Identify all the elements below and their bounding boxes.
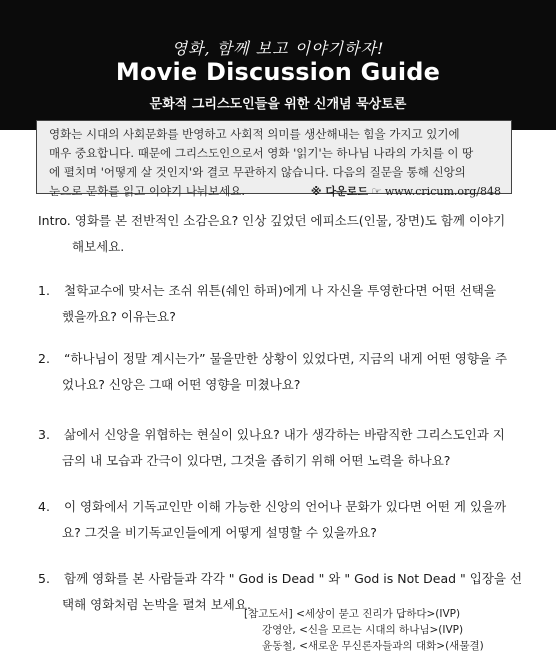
question-1 xyxy=(38,278,538,330)
question-3 xyxy=(38,422,538,474)
question-line: 요? 그것을 비기독교인들에게 어떻게 설명할 수 있을까요? xyxy=(62,525,377,540)
question-2 xyxy=(38,346,538,398)
question-number: 3. xyxy=(38,427,50,442)
page-subtitle: 문화적 그리스도인들을 위한 신개념 묵상토론 xyxy=(149,97,407,112)
question-line: 철학교수에 맞서는 조쉬 위튼(쉐인 하퍼)에게 나 자신을 투영한다면 어떤 선택을 xyxy=(64,283,496,298)
intro-line: 매우 중요합니다. 때문에 그리스도인으로서 영화 '읽기'는 하나님 나라의 가치를 이 땅 xyxy=(49,146,474,160)
download-link[interactable] xyxy=(311,182,501,201)
question-number: 1. xyxy=(38,283,50,298)
question-4 xyxy=(38,494,538,546)
question-line: 택해 영화처럼 논박을 펼쳐 보세요. xyxy=(62,597,251,612)
page-title: Movie Discussion Guide xyxy=(115,58,441,86)
intro-box xyxy=(36,120,512,198)
download-label: ※ 다운로드 xyxy=(310,185,368,198)
question-line: “하나님이 정말 계시는가” 물을만한 상황이 있었다면, 지금의 내게 어떤 영향을 주 xyxy=(64,351,508,366)
question-line: 삶에서 신앙을 위협하는 현실이 있나요? 내가 생각하는 바람직한 그리스도인과 지 xyxy=(64,427,505,442)
intro-line: 영화는 시대의 사회문화를 반영하고 사회적 의미를 생산해내는 힘을 가지고 있기에 xyxy=(49,127,460,141)
reference-list xyxy=(244,606,544,654)
question-number: 5. xyxy=(38,571,50,586)
question-number: 2. xyxy=(38,351,50,366)
intro-line: 에 펼치며 '어떻게 살 것인지'와 결코 무관하지 않습니다. 다음의 질문을 통해 신앙의 xyxy=(49,165,466,179)
pointing-hand-icon: ☞ xyxy=(371,185,382,198)
intro-line-text: 눈으로 문화를 읽고 이야기 나눠보세요. xyxy=(49,184,246,198)
question-line: 이 영화에서 기독교인만 이해 가능한 신앙의 언어나 문화가 있다면 어떤 게 있을까 xyxy=(64,499,507,514)
question-line: 었나요? 신앙은 그때 어떤 영향을 미쳤나요? xyxy=(62,377,301,392)
download-url[interactable]: www.cricum.org/848 xyxy=(384,185,501,198)
question-line: Intro. 영화를 본 전반적인 소감은요? 인상 깊었던 에피소드(인물, 장면)도 함께 이야기 xyxy=(38,213,506,228)
question-line: 해보세요. xyxy=(72,239,125,254)
question-number: 4. xyxy=(38,499,50,514)
header-tagline: 영화, 함께 보고 이야기하자! xyxy=(171,39,385,58)
question-line: 함께 영화를 본 사람들과 각각 " God is Dead " 와 " God is Not Dead " 입장을 선 xyxy=(64,571,523,586)
question-line: 금의 내 모습과 간극이 있다면, 그것을 좁히기 위해 어떤 노력을 하나요? xyxy=(62,453,451,468)
reference-line: 강영안, <신을 모르는 시대의 하나님>(IVP) xyxy=(262,624,464,636)
reference-line: 윤동철, <새로운 무신론자들과의 대화>(새물결) xyxy=(262,640,484,652)
question-line: 했을까요? 이유는요? xyxy=(62,309,176,324)
question-intro xyxy=(38,208,538,260)
intro-line-last xyxy=(49,182,501,201)
reference-line: [참고도서] <세상이 묻고 진리가 답하다>(IVP) xyxy=(244,608,461,620)
